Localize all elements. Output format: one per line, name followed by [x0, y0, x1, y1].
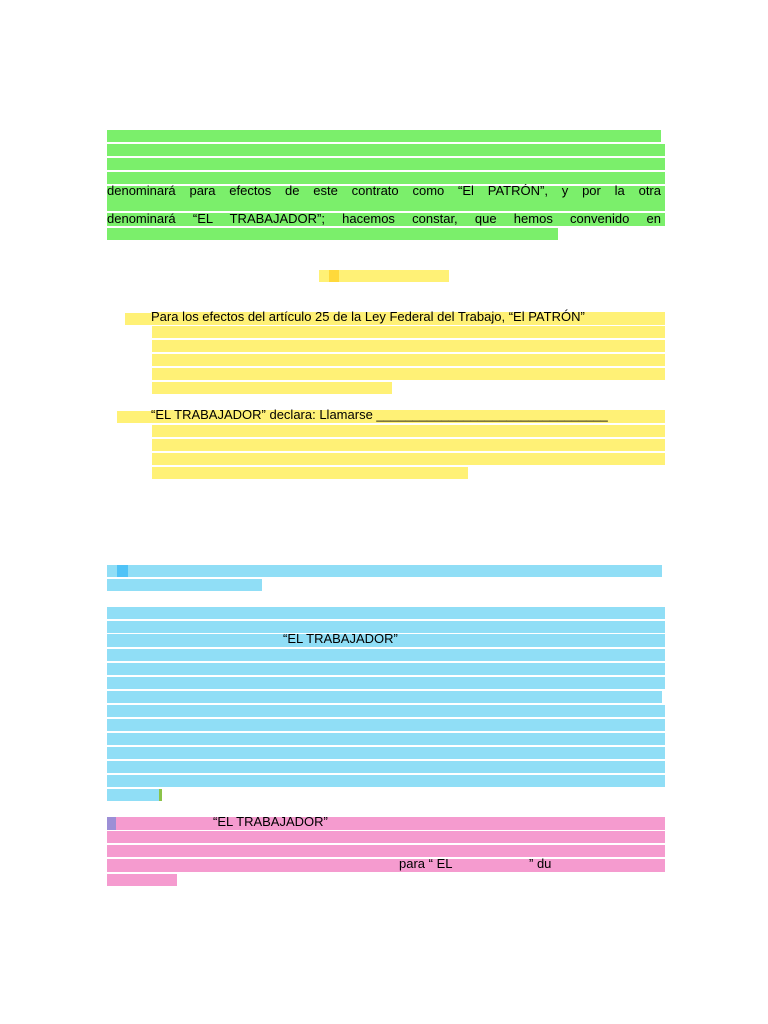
redacted-line: [107, 747, 665, 759]
redacted-line: [107, 663, 665, 675]
redacted-line: [107, 691, 662, 703]
redacted-line: [152, 326, 665, 338]
redacted-line: [152, 382, 392, 394]
heading-marker: [329, 270, 339, 282]
declaration-trabajador-text: “EL TRABAJADOR” declara: Llamarse ________________________________: [151, 407, 608, 422]
clause-pink-fragment-du: ” du: [529, 856, 552, 871]
intro-line-patron: denominará para efectos de este contrato como “El PATRÓN”, y por la otra: [107, 184, 661, 198]
redacted-line: [152, 439, 665, 451]
redacted-line: [107, 228, 558, 240]
redacted-line: [152, 467, 468, 479]
highlight-line: [107, 856, 665, 872]
redacted-end-marker: [159, 789, 162, 801]
redacted-line: [107, 199, 665, 211]
redacted-line: [107, 677, 665, 689]
redacted-line: [152, 453, 665, 465]
redacted-line: [107, 607, 665, 619]
redacted-line: [107, 144, 665, 156]
redacted-line: [152, 368, 665, 380]
clause-pink-fragment-para: para “ EL: [399, 856, 453, 871]
clause-pink-trabajador: “EL TRABAJADOR”: [213, 814, 328, 829]
redacted-line: [152, 425, 665, 437]
indent-marker: [117, 411, 152, 423]
redacted-line: [107, 130, 661, 142]
redacted-line: [107, 831, 665, 843]
redacted-line: [107, 789, 159, 801]
clause-heading-marker: [117, 565, 128, 577]
declaration-patron-text: Para los efectos del artículo 25 de la Ley Federal del Trabajo, “El PATRÓN”: [151, 309, 585, 324]
redacted-line: [107, 649, 665, 661]
redacted-line: [107, 845, 665, 857]
redacted-line: [152, 354, 665, 366]
clause-blue-trabajador: “EL TRABAJADOR”: [283, 631, 398, 646]
redacted-line: [107, 733, 665, 745]
redacted-line: [107, 775, 665, 787]
redacted-line: [107, 158, 665, 170]
redacted-line: [107, 705, 665, 717]
redacted-line: [107, 579, 262, 591]
indent-marker: [125, 313, 152, 325]
redacted-line: [107, 719, 665, 731]
redacted-line: [107, 874, 177, 886]
redacted-line: [107, 172, 665, 184]
clause-pink-marker: [107, 817, 116, 830]
highlight-line: [107, 814, 665, 830]
redacted-line: [107, 761, 665, 773]
intro-line-trabajador: denominará “EL TRABAJADOR”; hacemos constar, que hemos convenido en: [107, 212, 661, 226]
clause-heading-redacted: [107, 565, 662, 577]
redacted-line: [152, 340, 665, 352]
